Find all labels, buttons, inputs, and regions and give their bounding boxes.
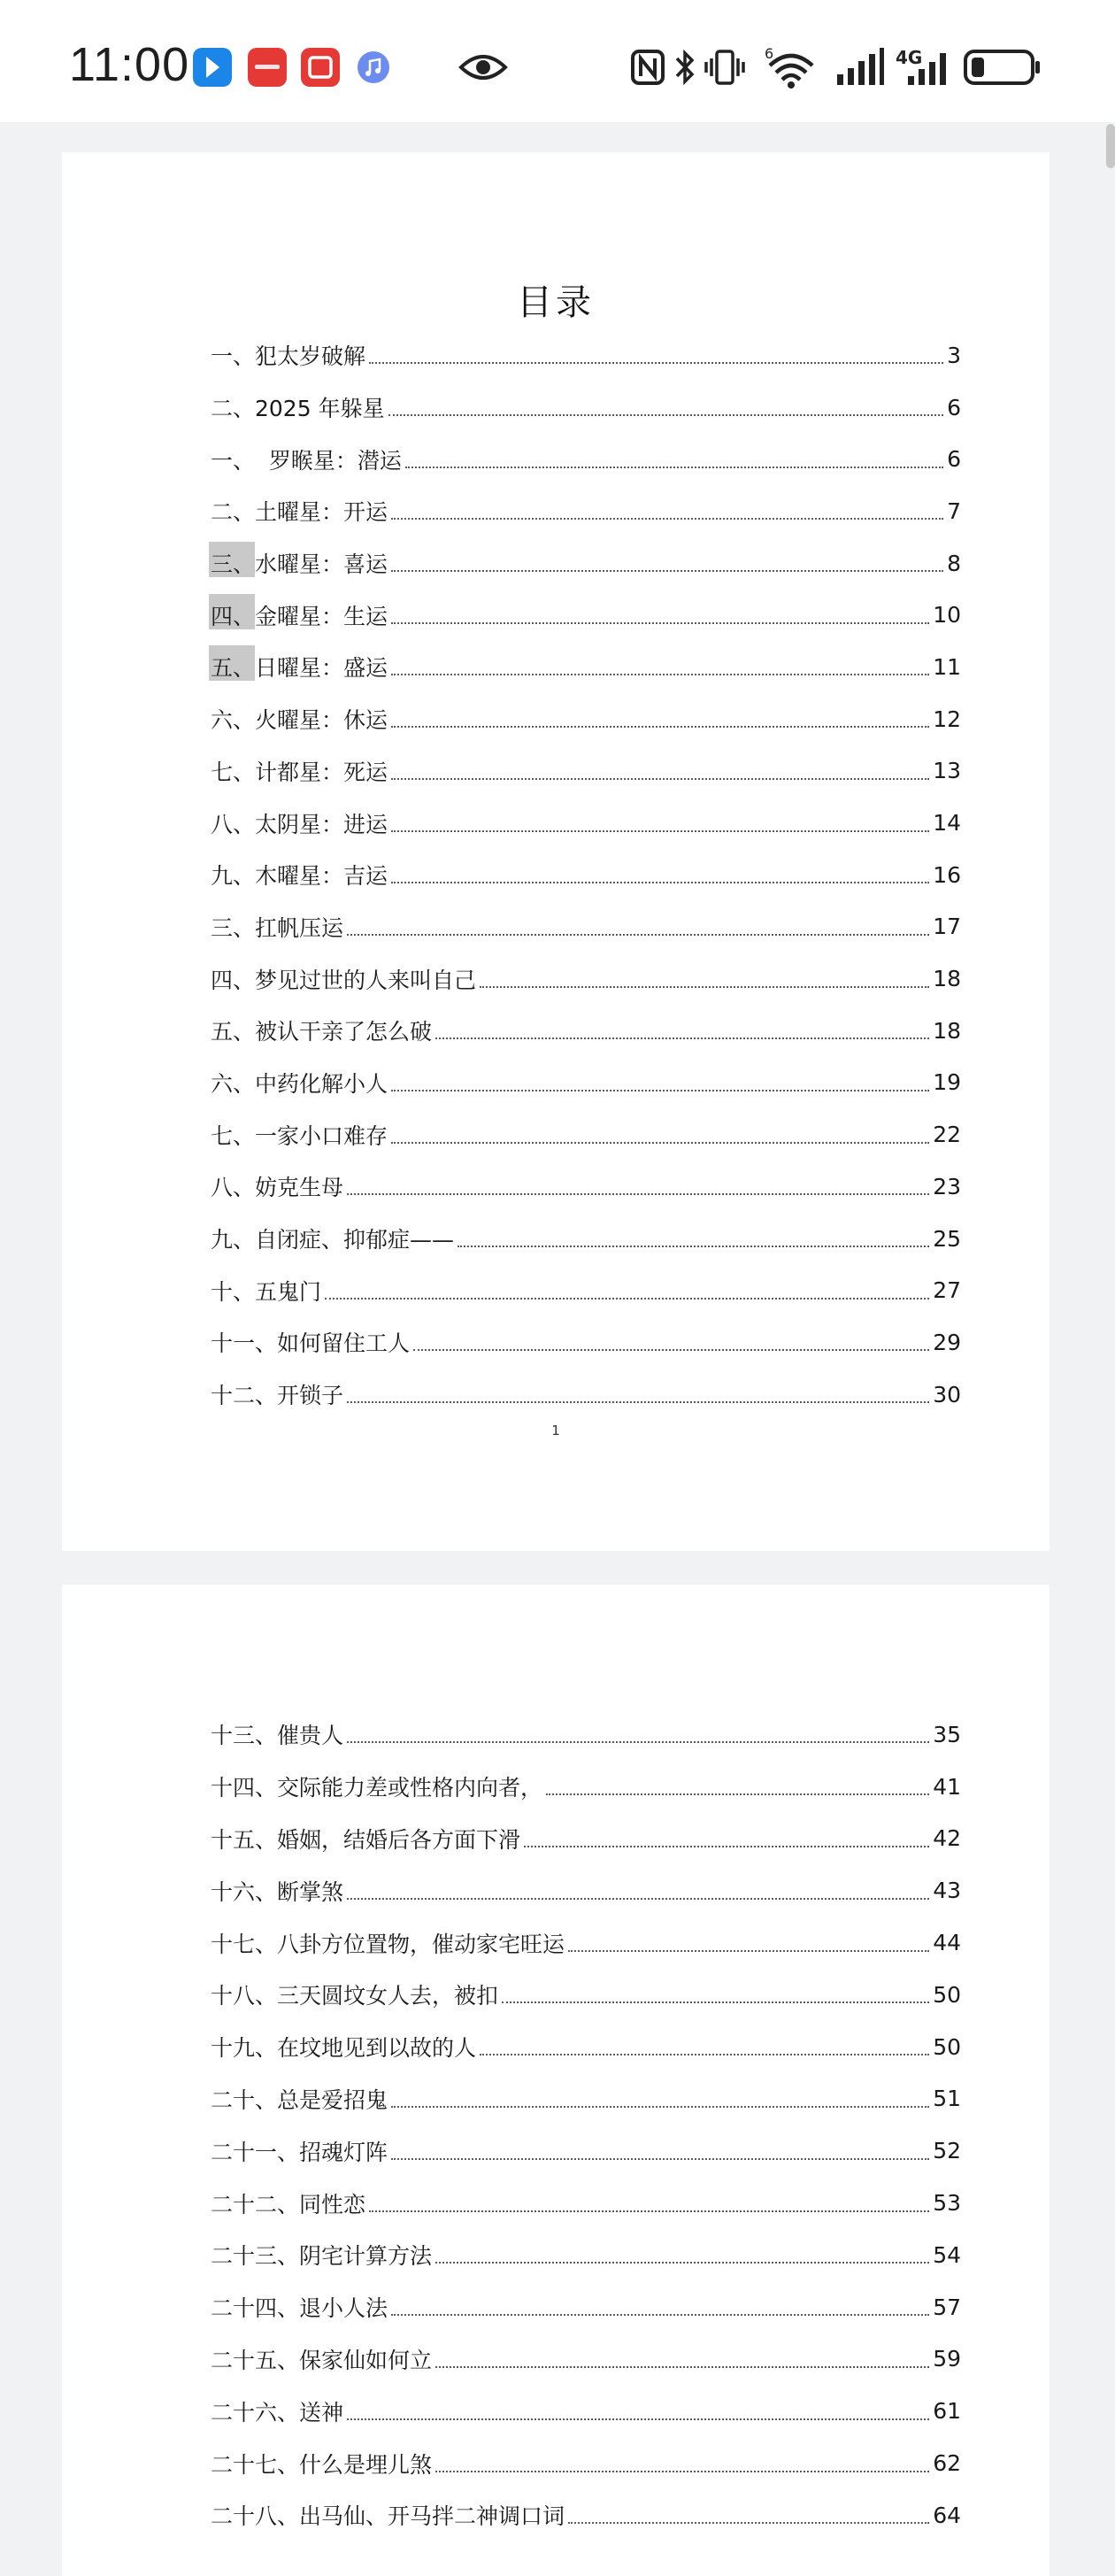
toc-dot-leader (480, 984, 929, 988)
toc-entry[interactable] (211, 2385, 961, 2437)
toc-entry[interactable] (211, 849, 961, 901)
toc-dot-leader (391, 776, 929, 780)
music-app-icon (358, 51, 389, 83)
toc-entry[interactable] (211, 1057, 961, 1109)
red-app-icon (301, 48, 340, 87)
toc-entry-label: 三、水曜星：喜运 (211, 547, 388, 579)
toc-dot-leader (347, 1739, 929, 1743)
toc-entry-label: 五、日曜星：盛运 (211, 651, 388, 683)
toc-dot-leader (568, 2520, 929, 2524)
toc-entry-page: 43 (933, 1878, 961, 1904)
toc-entry-page: 10 (933, 602, 961, 629)
toc-entry-label: 二、2025 年躲星 (211, 396, 385, 422)
blue-arrow-app-icon (193, 48, 232, 87)
toc-dot-leader (458, 1244, 929, 1247)
toc-entry[interactable] (211, 2489, 961, 2541)
toc-entry[interactable] (211, 1264, 961, 1316)
toc-entry[interactable] (211, 693, 961, 745)
toc-entry[interactable] (211, 1761, 961, 1813)
toc-entry-page: 59 (933, 2346, 961, 2372)
status-bar (0, 0, 1115, 122)
toc-entry-label: 二十七、什么是埋儿煞 (211, 2451, 433, 2478)
toc-dot-leader (391, 2156, 929, 2160)
toc-entry-page: 16 (933, 861, 961, 888)
toc-dot-leader (405, 465, 943, 468)
toc-entry-page: 54 (933, 2241, 961, 2268)
toc-entry-label: 十三、催贵人 (211, 1723, 344, 1749)
toc-entry-label: 九、木曜星：吉运 (211, 863, 388, 890)
toc-entry-label: 二十、总是爱招鬼 (211, 2086, 388, 2113)
wifi-label: 6 (765, 45, 774, 62)
toc-entry-page: 12 (933, 706, 961, 732)
toc-entry-label: 二十一、招魂灯阵 (211, 2139, 388, 2165)
toc-dot-leader (391, 1088, 929, 1091)
toc-entry[interactable] (211, 433, 961, 485)
clock: 11:00 (69, 38, 190, 91)
toc-entry-label: 一、 罗睺星：潜运 (211, 447, 402, 474)
toc-dot-leader (391, 516, 943, 520)
toc-entry-page: 6 (947, 394, 961, 420)
toc-dot-leader (347, 1896, 929, 1900)
toc-dot-leader (347, 2417, 929, 2420)
toc-entry-label: 三、扛帆压运 (211, 914, 344, 941)
toc-dot-leader (347, 1192, 929, 1195)
toc-entry-page: 18 (933, 966, 961, 992)
toc-entry[interactable] (211, 901, 961, 953)
toc-entry-page: 13 (933, 758, 961, 784)
toc-list (211, 329, 961, 1420)
toc-entry-page: 52 (933, 2138, 961, 2164)
toc-entry[interactable] (211, 1917, 961, 1969)
toc-entry-label: 十四、交际能力差或性格内向者， (211, 1775, 543, 1801)
battery-icon (963, 44, 1042, 90)
toc-entry-label: 四、金曜星：生运 (211, 599, 388, 631)
toc-entry[interactable] (211, 1213, 961, 1265)
toc-entry-page: 14 (933, 810, 961, 837)
toc-entry[interactable] (211, 2229, 961, 2281)
toc-entry-page: 53 (933, 2190, 961, 2217)
toc-entry-page: 57 (933, 2294, 961, 2320)
toc-entry-label: 十二、开锁子 (211, 1383, 344, 1409)
toc-entry-label: 四、梦见过世的人来叫自己 (211, 967, 477, 993)
toc-dot-leader (568, 1948, 929, 1952)
toc-entry-label: 九、自闭症、抑郁症—— (211, 1227, 455, 1253)
toc-dot-leader (391, 621, 929, 624)
toc-dot-leader (435, 1036, 929, 1039)
toc-dot-leader (347, 1400, 929, 1403)
toc-entry-label: 二十八、出马仙、开马拌二神调口词 (211, 2503, 565, 2530)
toc-entry-page: 30 (933, 1381, 961, 1408)
toc-entry[interactable] (211, 382, 961, 434)
toc-entry[interactable] (211, 2073, 961, 2125)
toc-dot-leader (413, 1347, 929, 1351)
toc-dot-leader (391, 880, 929, 883)
toc-entry-page: 64 (933, 2502, 961, 2528)
toc-dot-leader (369, 2209, 929, 2212)
toc-entry[interactable] (211, 2281, 961, 2333)
toc-entry-page: 50 (933, 2033, 961, 2060)
toc-entry-page: 42 (933, 1825, 961, 1852)
toc-entry-page: 17 (933, 914, 961, 940)
scrollbar[interactable] (1106, 124, 1115, 168)
toc-entry-page: 11 (933, 653, 961, 680)
toc-entry-label: 十八、三天圆坟女人去，被扣 (211, 1983, 499, 2009)
toc-dot-leader (502, 2000, 929, 2003)
toc-dot-leader (391, 568, 943, 572)
toc-entry-page: 35 (933, 1721, 961, 1747)
toc-dot-leader (524, 1844, 929, 1847)
toc-entry[interactable] (211, 329, 961, 382)
toc-entry[interactable] (211, 1813, 961, 1865)
toc-entry-label: 二十二、同性恋 (211, 2191, 366, 2217)
bluetooth-icon (673, 44, 697, 90)
network-label: 4G (896, 47, 923, 68)
toc-entry-page: 29 (933, 1329, 961, 1355)
toc-entry-page: 25 (933, 1225, 961, 1252)
toc-dot-leader (325, 1296, 929, 1300)
toc-dot-leader (435, 2260, 929, 2264)
toc-entry[interactable] (211, 745, 961, 798)
toc-entry[interactable] (211, 1864, 961, 1917)
toc-entry[interactable] (211, 2177, 961, 2229)
toc-entry-page: 19 (933, 1069, 961, 1096)
page-number: 1 (551, 1423, 560, 1438)
toc-entry[interactable] (211, 485, 961, 537)
toc-entry-label: 十、五鬼门 (211, 1278, 322, 1305)
toc-list (211, 1708, 961, 2541)
toc-entry-label: 十六、断掌煞 (211, 1878, 344, 1905)
toc-entry[interactable] (211, 2021, 961, 2073)
toc-entry[interactable] (211, 641, 961, 693)
toc-entry[interactable] (211, 2125, 961, 2177)
toc-entry-page: 41 (933, 1773, 961, 1800)
eye-icon (458, 50, 508, 85)
document-page-2 (62, 1585, 1050, 2576)
toc-entry-page: 18 (933, 1017, 961, 1044)
toc-entry-page: 23 (933, 1173, 961, 1199)
wifi-6-icon (763, 44, 818, 90)
toc-entry[interactable] (211, 1316, 961, 1369)
toc-entry-label: 六、中药化解小人 (211, 1070, 388, 1097)
toc-entry-page: 7 (947, 497, 961, 524)
toc-entry-page: 6 (947, 446, 961, 473)
toc-entry-label: 十一、如何留住工人 (211, 1330, 411, 1357)
page-title: 目录 (517, 282, 595, 323)
toc-entry[interactable] (211, 1005, 961, 1057)
nfc-icon (630, 44, 665, 90)
toc-dot-leader (480, 2052, 929, 2055)
toc-entry-label: 七、计都星：死运 (211, 759, 388, 785)
toc-entry-label: 二十五、保家仙如何立 (211, 2347, 433, 2373)
document-page-1 (62, 152, 1050, 1551)
toc-entry[interactable] (211, 953, 961, 1005)
toc-entry-page: 50 (933, 1981, 961, 2008)
toc-entry-page: 51 (933, 2086, 961, 2112)
toc-entry-label: 二十四、退小人法 (211, 2295, 388, 2322)
toc-entry[interactable] (211, 537, 961, 590)
toc-entry-label: 六、火曜星：休运 (211, 707, 388, 734)
toc-entry[interactable] (211, 589, 961, 641)
toc-dot-leader (391, 672, 929, 675)
toc-dot-leader (546, 1792, 929, 1795)
toc-entry[interactable] (211, 1108, 961, 1161)
toc-entry[interactable] (211, 1161, 961, 1213)
toc-entry-page: 3 (947, 342, 961, 368)
toc-entry[interactable] (211, 1969, 961, 2021)
toc-dot-leader (369, 360, 943, 364)
toc-dot-leader (391, 1140, 929, 1144)
toc-entry-label: 八、太阴星：进运 (211, 811, 388, 837)
toc-entry-page: 8 (947, 550, 961, 576)
toc-dot-leader (391, 2312, 929, 2316)
signal-icon (835, 44, 885, 90)
toc-entry-page: 62 (933, 2450, 961, 2477)
toc-dot-leader (391, 829, 929, 832)
toc-entry[interactable] (211, 1369, 961, 1421)
toc-entry-label: 十七、八卦方位置物，催动家宅旺运 (211, 1931, 565, 1957)
toc-entry[interactable] (211, 797, 961, 849)
vibrate-icon (704, 44, 745, 90)
toc-entry-label: 二、土曜星：开运 (211, 499, 388, 526)
toc-entry-label: 十五、婚姻，结婚后各方面下滑 (211, 1826, 521, 1853)
toc-entry-label: 二十三、阴宅计算方法 (211, 2243, 433, 2270)
toc-dot-leader (391, 724, 929, 728)
toc-entry-page: 44 (933, 1930, 961, 1956)
toc-entry[interactable] (211, 1708, 961, 1761)
toc-entry-label: 五、被认干亲了怎么破 (211, 1019, 433, 1045)
toc-entry-label: 七、一家小口难存 (211, 1122, 388, 1149)
toc-entry-page: 22 (933, 1122, 961, 1148)
toc-dot-leader (388, 413, 944, 416)
toc-dot-leader (347, 932, 929, 936)
toc-entry[interactable] (211, 2437, 961, 2489)
toc-entry-label: 八、妨克生母 (211, 1175, 344, 1201)
toc-entry-label: 二十六、送神 (211, 2399, 344, 2426)
toc-dot-leader (435, 2469, 929, 2472)
toc-dot-leader (391, 2104, 929, 2108)
toc-entry-label: 十九、在坟地见到以故的人 (211, 2035, 477, 2062)
toc-entry-page: 61 (933, 2398, 961, 2425)
toc-dot-leader (435, 2364, 929, 2368)
toc-entry-page: 27 (933, 1277, 961, 1304)
toc-entry-label: 一、犯太岁破解 (211, 343, 366, 370)
toc-entry[interactable] (211, 2333, 961, 2386)
4g-signal-icon (896, 44, 952, 90)
huawei-app-icon (248, 48, 287, 87)
